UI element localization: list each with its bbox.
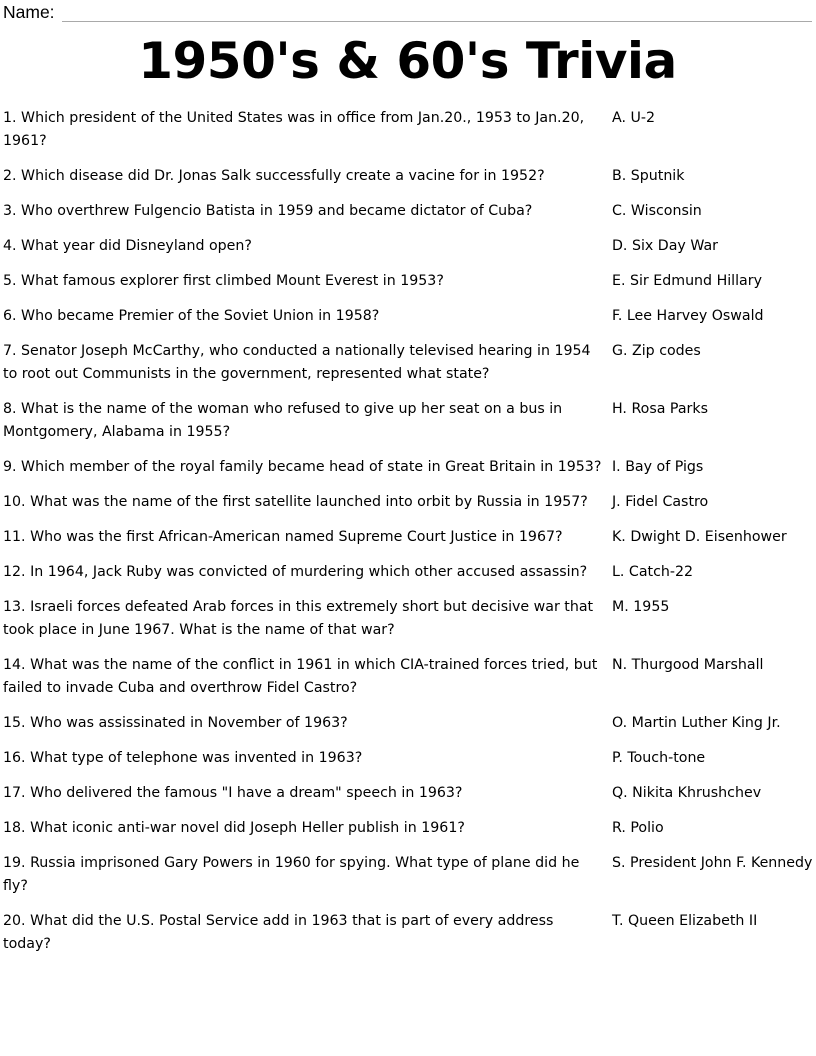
answer-option: O. Martin Luther King Jr. — [612, 715, 781, 731]
quiz-row — [3, 340, 812, 386]
question-text: 3. Who overthrew Fulgencio Batista in 1959 and became dictator of Cuba? — [3, 203, 533, 219]
quiz-row — [3, 165, 812, 188]
quiz-list — [3, 107, 812, 956]
answer-option: L. Catch-22 — [612, 564, 694, 580]
quiz-row — [3, 852, 812, 898]
answer-option: F. Lee Harvey Oswald — [612, 308, 764, 324]
answer-option: K. Dwight D. Eisenhower — [612, 529, 787, 545]
page-title: 1950's & 60's Trivia — [138, 32, 677, 90]
answer-option: P. Touch-tone — [612, 750, 706, 766]
answer-option: Q. Nikita Khrushchev — [612, 785, 762, 801]
question-text: 14. What was the name of the conflict in 1961 in which CIA-trained forces tried, but failed to invade Cuba and overthrow Fidel Castro? — [3, 657, 598, 696]
answer-option: J. Fidel Castro — [612, 494, 709, 510]
quiz-row — [3, 305, 812, 328]
answer-option: H. Rosa Parks — [612, 401, 708, 417]
quiz-row — [3, 398, 812, 444]
name-row — [3, 2, 812, 22]
quiz-row — [3, 712, 812, 735]
question-text: 1. Which president of the United States was in office from Jan.20., 1953 to Jan.20, 1961? — [3, 110, 585, 149]
quiz-row — [3, 817, 812, 840]
question-text: 16. What type of telephone was invented in 1963? — [3, 750, 363, 766]
question-text: 4. What year did Disneyland open? — [3, 238, 252, 254]
quiz-row — [3, 654, 812, 700]
question-text: 13. Israeli forces defeated Arab forces in this extremely short but decisive war that took place in June 1967. What is the name of that war? — [3, 599, 594, 638]
question-text: 5. What famous explorer first climbed Mount Everest in 1953? — [3, 273, 444, 289]
question-text: 10. What was the name of the first satellite launched into orbit by Russia in 1957? — [3, 494, 588, 510]
question-text: 11. Who was the first African-American named Supreme Court Justice in 1967? — [3, 529, 563, 545]
quiz-row — [3, 561, 812, 584]
question-text: 2. Which disease did Dr. Jonas Salk successfully create a vacine for in 1952? — [3, 168, 545, 184]
answer-option: D. Six Day War — [612, 238, 718, 254]
answer-option: R. Polio — [612, 820, 664, 836]
answer-option: N. Thurgood Marshall — [612, 657, 764, 673]
quiz-row — [3, 747, 812, 770]
quiz-row — [3, 596, 812, 642]
answer-option: S. President John F. Kennedy — [612, 855, 813, 871]
quiz-row — [3, 526, 812, 549]
quiz-row — [3, 782, 812, 805]
answer-option: G. Zip codes — [612, 343, 701, 359]
quiz-row — [3, 200, 812, 223]
quiz-row — [3, 910, 812, 956]
answer-option: B. Sputnik — [612, 168, 685, 184]
answer-option: T. Queen Elizabeth II — [612, 913, 758, 929]
question-text: 9. Which member of the royal family became head of state in Great Britain in 1953? — [3, 459, 602, 475]
question-text: 7. Senator Joseph McCarthy, who conducted a nationally televised hearing in 1954 to root out Communists in the government, represented what state? — [3, 343, 591, 382]
question-text: 12. In 1964, Jack Ruby was convicted of murdering which other accused assassin? — [3, 564, 588, 580]
quiz-row — [3, 491, 812, 514]
answer-option: E. Sir Edmund Hillary — [612, 273, 762, 289]
quiz-row — [3, 270, 812, 293]
answer-option: I. Bay of Pigs — [612, 459, 704, 475]
quiz-row — [3, 107, 812, 153]
name-label: Name: — [3, 2, 55, 22]
question-text: 8. What is the name of the woman who refused to give up her seat on a bus in Montgomery, Alabama in 1955? — [3, 401, 563, 440]
name-blank-line — [62, 6, 812, 22]
answer-option: M. 1955 — [612, 599, 670, 615]
quiz-row — [3, 456, 812, 479]
question-text: 17. Who delivered the famous "I have a dream" speech in 1963? — [3, 785, 463, 801]
question-text: 15. Who was assissinated in November of 1963? — [3, 715, 348, 731]
question-text: 6. Who became Premier of the Soviet Union in 1958? — [3, 308, 380, 324]
question-text: 20. What did the U.S. Postal Service add in 1963 that is part of every address today? — [3, 913, 554, 952]
question-text: 18. What iconic anti-war novel did Joseph Heller publish in 1961? — [3, 820, 465, 836]
answer-option: C. Wisconsin — [612, 203, 702, 219]
answer-option: A. U-2 — [612, 110, 656, 126]
question-text: 19. Russia imprisoned Gary Powers in 1960 for spying. What type of plane did he fly? — [3, 855, 580, 894]
quiz-row — [3, 235, 812, 258]
